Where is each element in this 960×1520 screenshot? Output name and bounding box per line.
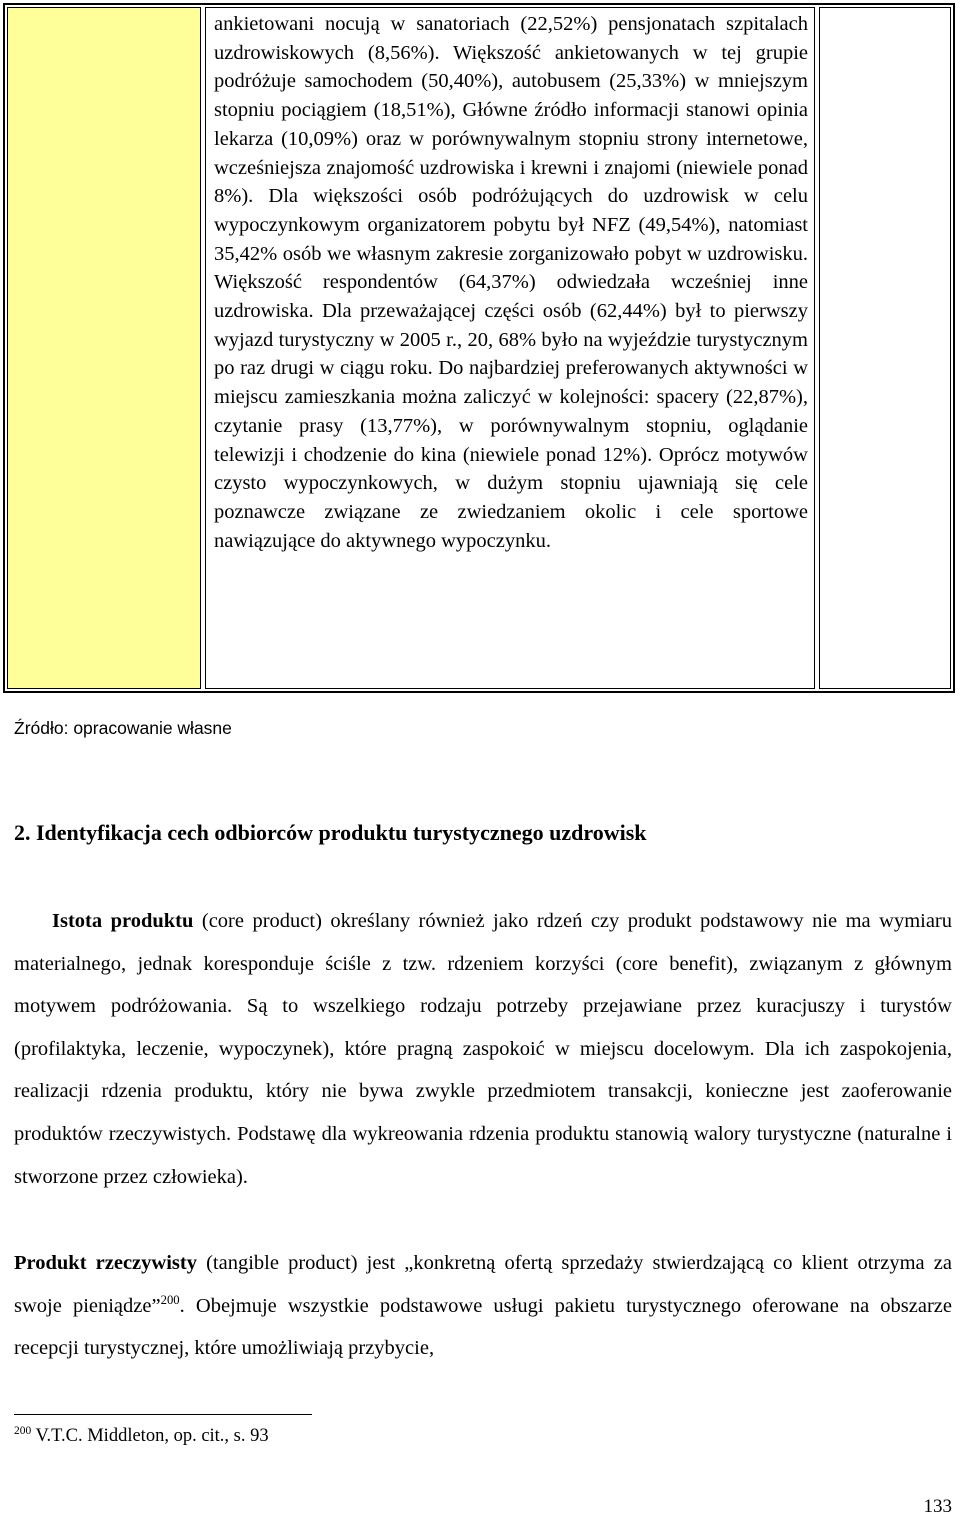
term-tangible-product: Produkt rzeczywisty: [14, 1252, 197, 1274]
footnote-divider: [14, 1414, 312, 1415]
section-heading: 2. Identyfikacja cech odbiorców produktu turystycznego uzdrowisk: [14, 820, 647, 845]
table-content-cell: [205, 7, 815, 689]
paragraph-core-product: [14, 900, 952, 1198]
footnote-number: 200: [14, 1424, 32, 1437]
paragraph-text: (core product) określany również jako rdzeń czy produkt podstawowy nie ma wymiaru materialnego, jednak koresponduje ściśle z tzw. rdzeniem korzyści (core benefit), związanym z głównym motywem podróżowania. Są to wszelkiego rodzaju potrzeby przejawiane przez kuracjuszy i turystów (profilaktyka, leczenie, wypoczynek), które pragną zaspokoić w miejscu docelowym. Dla ich zaspokojenia, realizacji rdzenia produktu, który nie bywa zwykle przedmiotem transakcji, konieczne jest zaoferowanie produktów rzeczywistych. Podstawę dla wykreowania rdzenia produktu stanowią walory turystyczne (naturalne i stworzone przez człowieka).: [14, 910, 953, 1188]
paragraph-tangible-product: [14, 1242, 952, 1370]
page-number: 133: [923, 1496, 952, 1517]
paragraph-text: . Obejmuje wszystkie podstawowe usługi pakietu turystycznego oferowane na obszarze recepcji turystycznej, które umożliwiają przybycie,: [14, 1294, 953, 1360]
footnote: [14, 1426, 269, 1447]
table-label-cell: [7, 7, 201, 689]
footnote-text: V.T.C. Middleton, op. cit., s. 93: [31, 1426, 269, 1446]
table-empty-cell: [819, 7, 951, 689]
footnote-ref[interactable]: 200: [160, 1292, 180, 1307]
source-note: Źródło: opracowanie własne: [14, 718, 232, 738]
term-core-product: Istota produktu: [52, 910, 194, 932]
paragraph-text: (tangible product) jest „konkretną ofertą sprzedaży stwierdzającą co klient otrzyma za swoje pieniądze”: [14, 1252, 952, 1317]
table-cell-text: ankietowani nocują w sanatoriach (22,52%) pensjonatach szpitalach uzdrowiskowych (8,56%). Większość ankietowanych w tej grupie podróżuje samochodem (50,40%), autobusem (25,33%) w mniejszym stopniu pociągiem (18,51%), Główne źródło informacji stanowi opinia lekarza (10,09%) oraz w porównywalnym stopniu strony internetowe, wcześniejsza znajomość uzdrowiska i krewni i znajomi (niewiele ponad 8%). Dla większości osób podróżujących do uzdrowisk w celu wypoczynkowym organizatorem pobytu był NFZ (49,54%), natomiast 35,42% osób we własnym zakresie zorganizowało pobyt w uzdrowisku. Większość respondentów (64,37%) odwiedzała wcześniej inne uzdrowiska. Dla przeważającej części osób (62,44%) był to pierwszy wyjazd turystyczny w 2005 r., 20, 68% było na wyjeździe turystycznym po raz drugi w ciągu roku. Do najbardziej preferowanych aktywności w miejscu zamieszkania można zaliczyć w kolejności: spacery (22,87%), czytanie prasy (13,77%), w porównywalnym stopniu, oglądanie telewizji i chodzenie do kina (niewiele ponad 12%). Oprócz motywów czysto wypoczynkowych, w dużym stopniu ujawniają się cele poznawcze związane ze zwiedzaniem okolic i cele sportowe nawiązujące do aktywnego wypoczynku.: [214, 13, 808, 552]
data-table: [3, 3, 955, 693]
